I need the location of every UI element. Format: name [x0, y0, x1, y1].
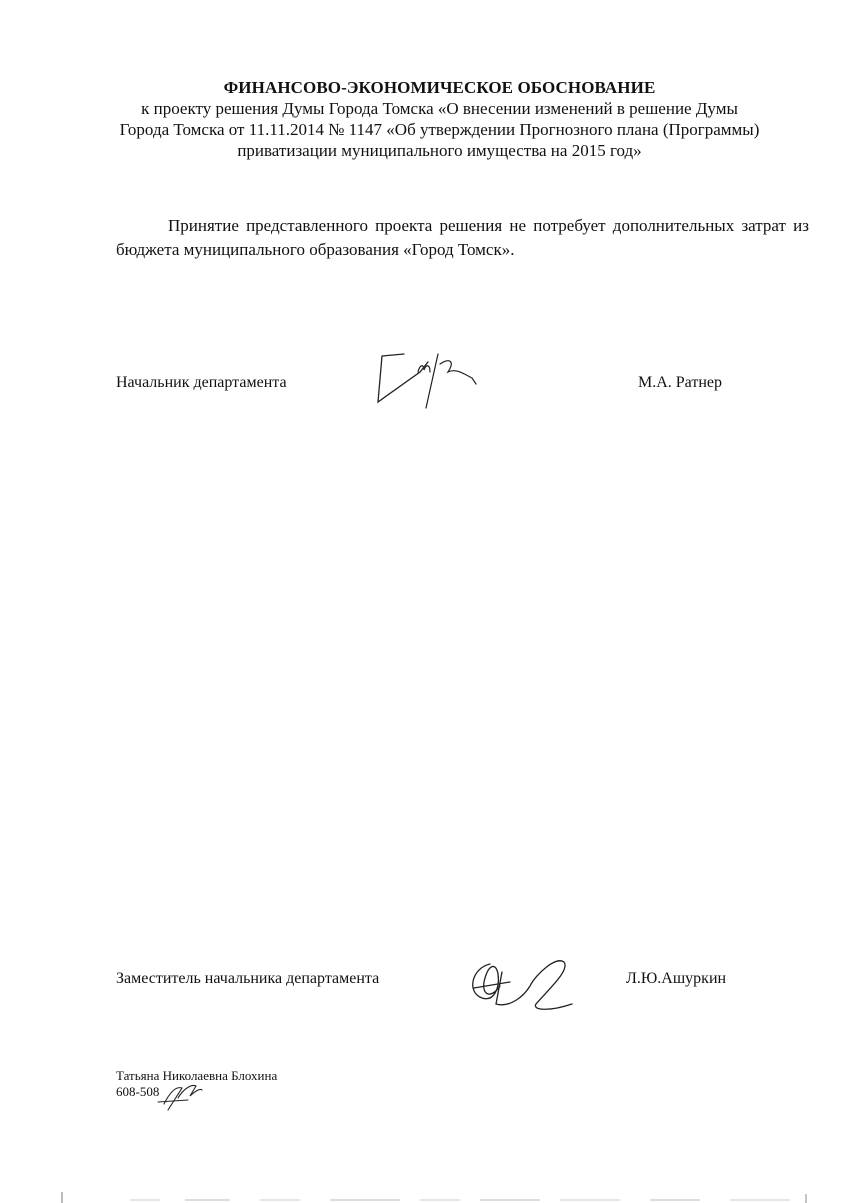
signature-image: [368, 350, 483, 410]
body-paragraph: [116, 214, 809, 262]
initials-signature: [158, 1074, 204, 1114]
scan-artifacts: [0, 1188, 851, 1203]
executor-name: Татьяна Николаевна Блохина: [116, 1068, 278, 1083]
body-line: бюджета муниципального образования «Город Томск».: [116, 240, 515, 259]
signer-position: Заместитель начальника департамента: [116, 970, 380, 987]
subtitle-line: приватизации муниципального имущества на 2015 год»: [237, 141, 642, 160]
signer-name: Л.Ю.Ашуркин: [626, 970, 727, 987]
subtitle-line: к проекту решения Думы Города Томска «О внесении изменений в решение Думы: [141, 99, 738, 118]
body-line: Принятие представленного проекта решения не потребует дополнительных затрат из: [168, 216, 809, 235]
signer-name: М.А. Ратнер: [638, 374, 723, 391]
executor-phone: 608-508: [116, 1084, 160, 1099]
signature-image: [460, 952, 590, 1022]
subtitle-line: Города Томска от 11.11.2014 № 1147 «Об утверждении Прогнозного плана (Программы): [119, 120, 760, 139]
signer-position: Начальник департамента: [116, 374, 287, 391]
document-title: ФИНАНСОВО-ЭКОНОМИЧЕСКОЕ ОБОСНОВАНИЕ: [223, 78, 656, 97]
